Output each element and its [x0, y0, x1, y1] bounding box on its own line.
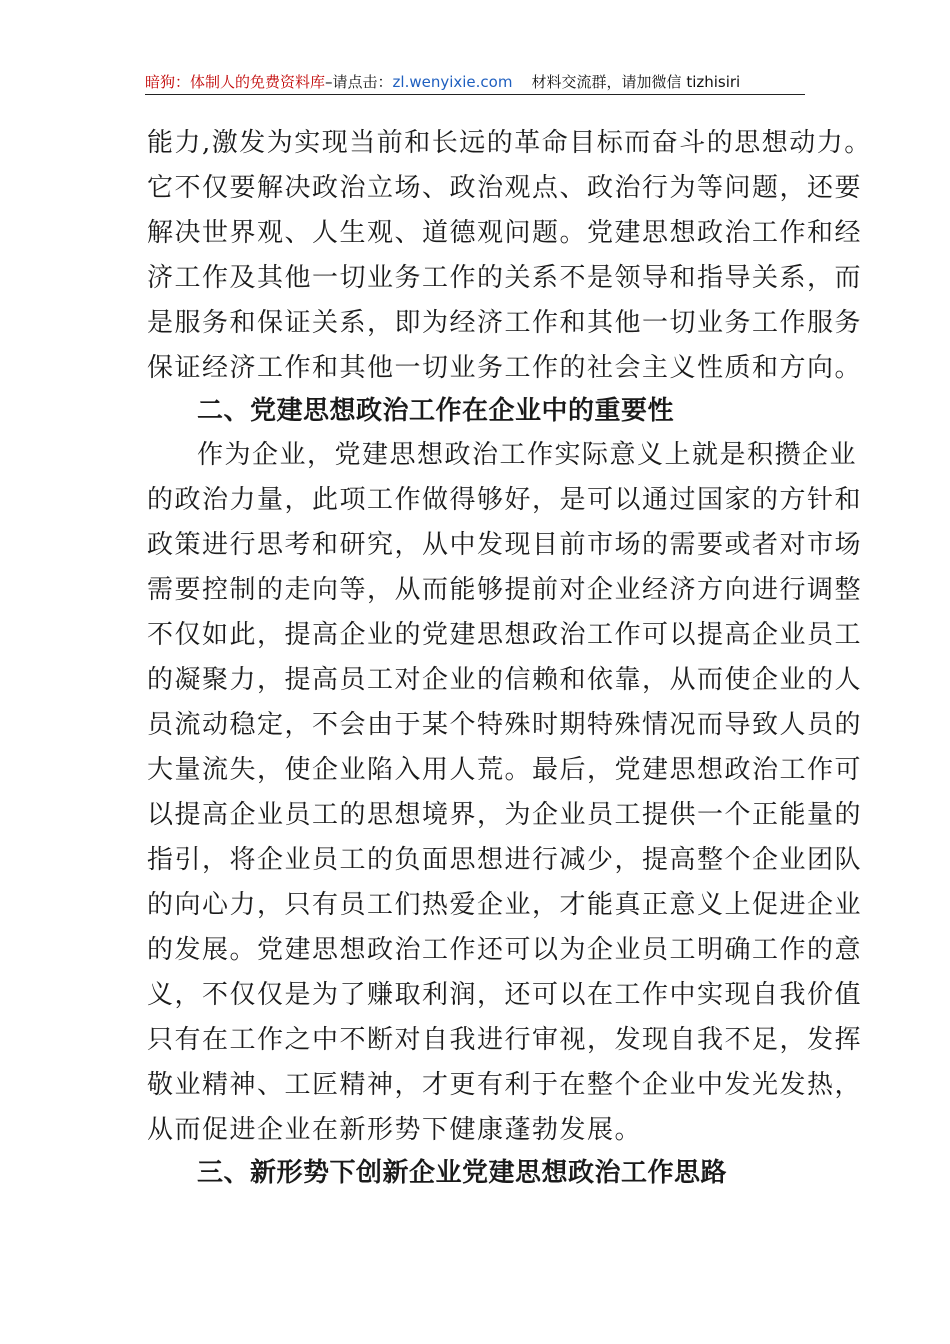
header-site-name: 暗狗：体制人的免费资料库	[145, 73, 326, 91]
section-heading-2: 二、党建思想政治工作在企业中的重要性	[197, 396, 675, 426]
page-header	[145, 70, 805, 94]
body-line: 义，不仅仅是为了赚取利润，还可以在工作中实现自我价值	[147, 980, 863, 1010]
section-heading-3: 三、新形势下创新企业党建思想政治工作思路	[197, 1158, 728, 1188]
body-line: 是服务和保证关系，即为经济工作和其他一切业务工作服务	[147, 308, 863, 338]
header-divider	[145, 94, 805, 95]
body-line: 以提高企业员工的思想境界，为企业员工提供一个正能量的	[147, 800, 863, 830]
body-line: 它不仅要解决政治立场、政治观点、政治行为等问题，还要	[147, 173, 863, 203]
body-line: 的凝聚力，提高员工对企业的信赖和依靠，从而使企业的人	[147, 665, 863, 695]
body-line: 敬业精神、工匠精神，才更有利于在整个企业中发光发热，	[147, 1070, 863, 1100]
header-contact: 材料交流群，请加微信 tizhisiri	[531, 73, 741, 91]
body-line: 解决世界观、人生观、道德观问题。党建思想政治工作和经	[147, 218, 863, 248]
body-line: 需要控制的走向等，从而能够提前对企业经济方向进行调整	[147, 575, 863, 605]
header-url-link[interactable]: zl.wenyixie.com	[392, 73, 513, 91]
body-line: 能力,激发为实现当前和长远的革命目标而奋斗的思想动力。	[147, 128, 872, 158]
body-line: 从而促进企业在新形势下健康蓬勃发展。	[147, 1115, 643, 1145]
body-line: 大量流失，使企业陷入用人荒。最后，党建思想政治工作可	[147, 755, 863, 785]
body-line: 济工作及其他一切业务工作的关系不是领导和指导关系，而	[147, 263, 863, 293]
body-line: 作为企业，党建思想政治工作实际意义上就是积攒企业	[197, 440, 858, 470]
body-line: 的政治力量，此项工作做得够好，是可以通过国家的方针和	[147, 485, 863, 515]
body-line: 的向心力，只有员工们热爱企业，才能真正意义上促进企业	[147, 890, 863, 920]
header-prompt: –请点击：	[325, 73, 393, 91]
body-line: 指引，将企业员工的负面思想进行减少，提高整个企业团队	[147, 845, 863, 875]
body-line: 保证经济工作和其他一切业务工作的社会主义性质和方向。	[147, 353, 863, 383]
body-line: 不仅如此，提高企业的党建思想政治工作可以提高企业员工	[147, 620, 863, 650]
body-line: 的发展。党建思想政治工作还可以为企业员工明确工作的意	[147, 935, 863, 965]
body-line: 只有在工作之中不断对自我进行审视，发现自我不足，发挥	[147, 1025, 863, 1055]
body-line: 政策进行思考和研究，从中发现目前市场的需要或者对市场	[147, 530, 863, 560]
body-line: 员流动稳定，不会由于某个特殊时期特殊情况而导致人员的	[147, 710, 863, 740]
